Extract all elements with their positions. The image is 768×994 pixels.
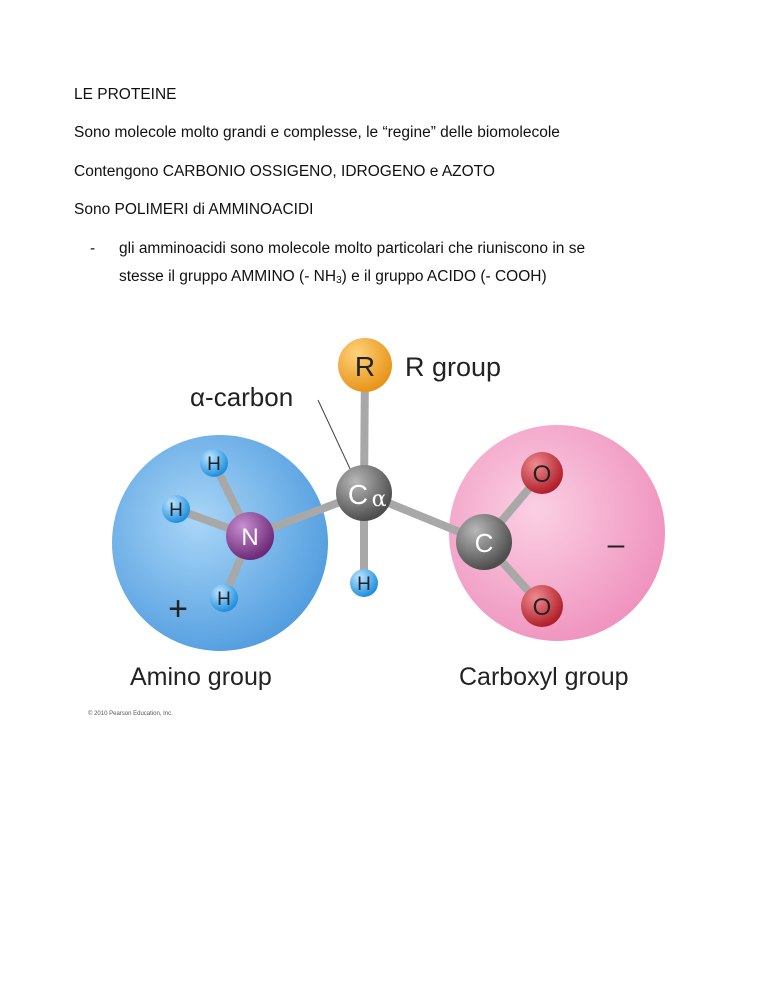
copyright-notice: © 2010 Pearson Education, Inc. bbox=[88, 711, 173, 717]
svg-text:H: H bbox=[169, 500, 183, 521]
subscript-3: 3 bbox=[336, 275, 342, 286]
paragraph-polymers: Sono POLIMERI di AMMINOACIDI bbox=[74, 201, 314, 218]
bullet-text-pre: stesse il gruppo AMMINO (- NH bbox=[119, 268, 337, 285]
svg-text:H: H bbox=[217, 589, 231, 610]
alpha-carbon-label: α-carbon bbox=[190, 382, 294, 412]
svg-text:α: α bbox=[371, 487, 387, 512]
hydrogen-atom-top bbox=[200, 449, 228, 477]
svg-text:H: H bbox=[207, 454, 221, 475]
negative-charge-sign: – bbox=[607, 528, 625, 561]
r-atom bbox=[338, 338, 392, 392]
bullet-marker: - bbox=[90, 240, 96, 257]
nitrogen-atom bbox=[226, 512, 274, 560]
svg-text:O: O bbox=[532, 594, 552, 621]
svg-text:C: C bbox=[474, 528, 494, 558]
svg-text:H: H bbox=[357, 574, 371, 595]
svg-text:N: N bbox=[241, 524, 259, 551]
paragraph-elements: Contengono CARBONIO OSSIGENO, IDROGENO e AZOTO bbox=[74, 163, 495, 180]
amino-acid-diagram bbox=[60, 325, 700, 705]
alpha-carbon-pointer bbox=[318, 400, 352, 473]
oxygen-atom-bottom bbox=[521, 585, 563, 627]
hydrogen-atom-bottom-left bbox=[210, 584, 238, 612]
svg-text:O: O bbox=[532, 461, 552, 488]
r-group-label: R group bbox=[405, 352, 502, 382]
svg-text:C: C bbox=[347, 479, 369, 510]
page-title: LE PROTEINE bbox=[74, 86, 177, 103]
hydrogen-atom-alpha bbox=[350, 569, 378, 597]
bullet-text-post: ) e il gruppo ACIDO (- COOH) bbox=[341, 268, 547, 285]
bullet-text-line-1: gli amminoacidi sono molecole molto particolari che riuniscono in se bbox=[119, 240, 586, 257]
carboxyl-group-label: Carboxyl group bbox=[459, 663, 629, 691]
carboxyl-carbon-atom bbox=[456, 514, 512, 570]
svg-text:R: R bbox=[354, 351, 376, 382]
positive-charge-sign: + bbox=[168, 590, 188, 628]
alpha-carbon-atom bbox=[336, 465, 392, 521]
hydrogen-atom-left bbox=[162, 495, 190, 523]
amino-group-label: Amino group bbox=[130, 663, 272, 691]
bullet-text-line-2 bbox=[119, 268, 547, 286]
oxygen-atom-top bbox=[521, 452, 563, 494]
paragraph-description: Sono molecole molto grandi e complesse, le “regine” delle biomolecole bbox=[74, 124, 560, 141]
